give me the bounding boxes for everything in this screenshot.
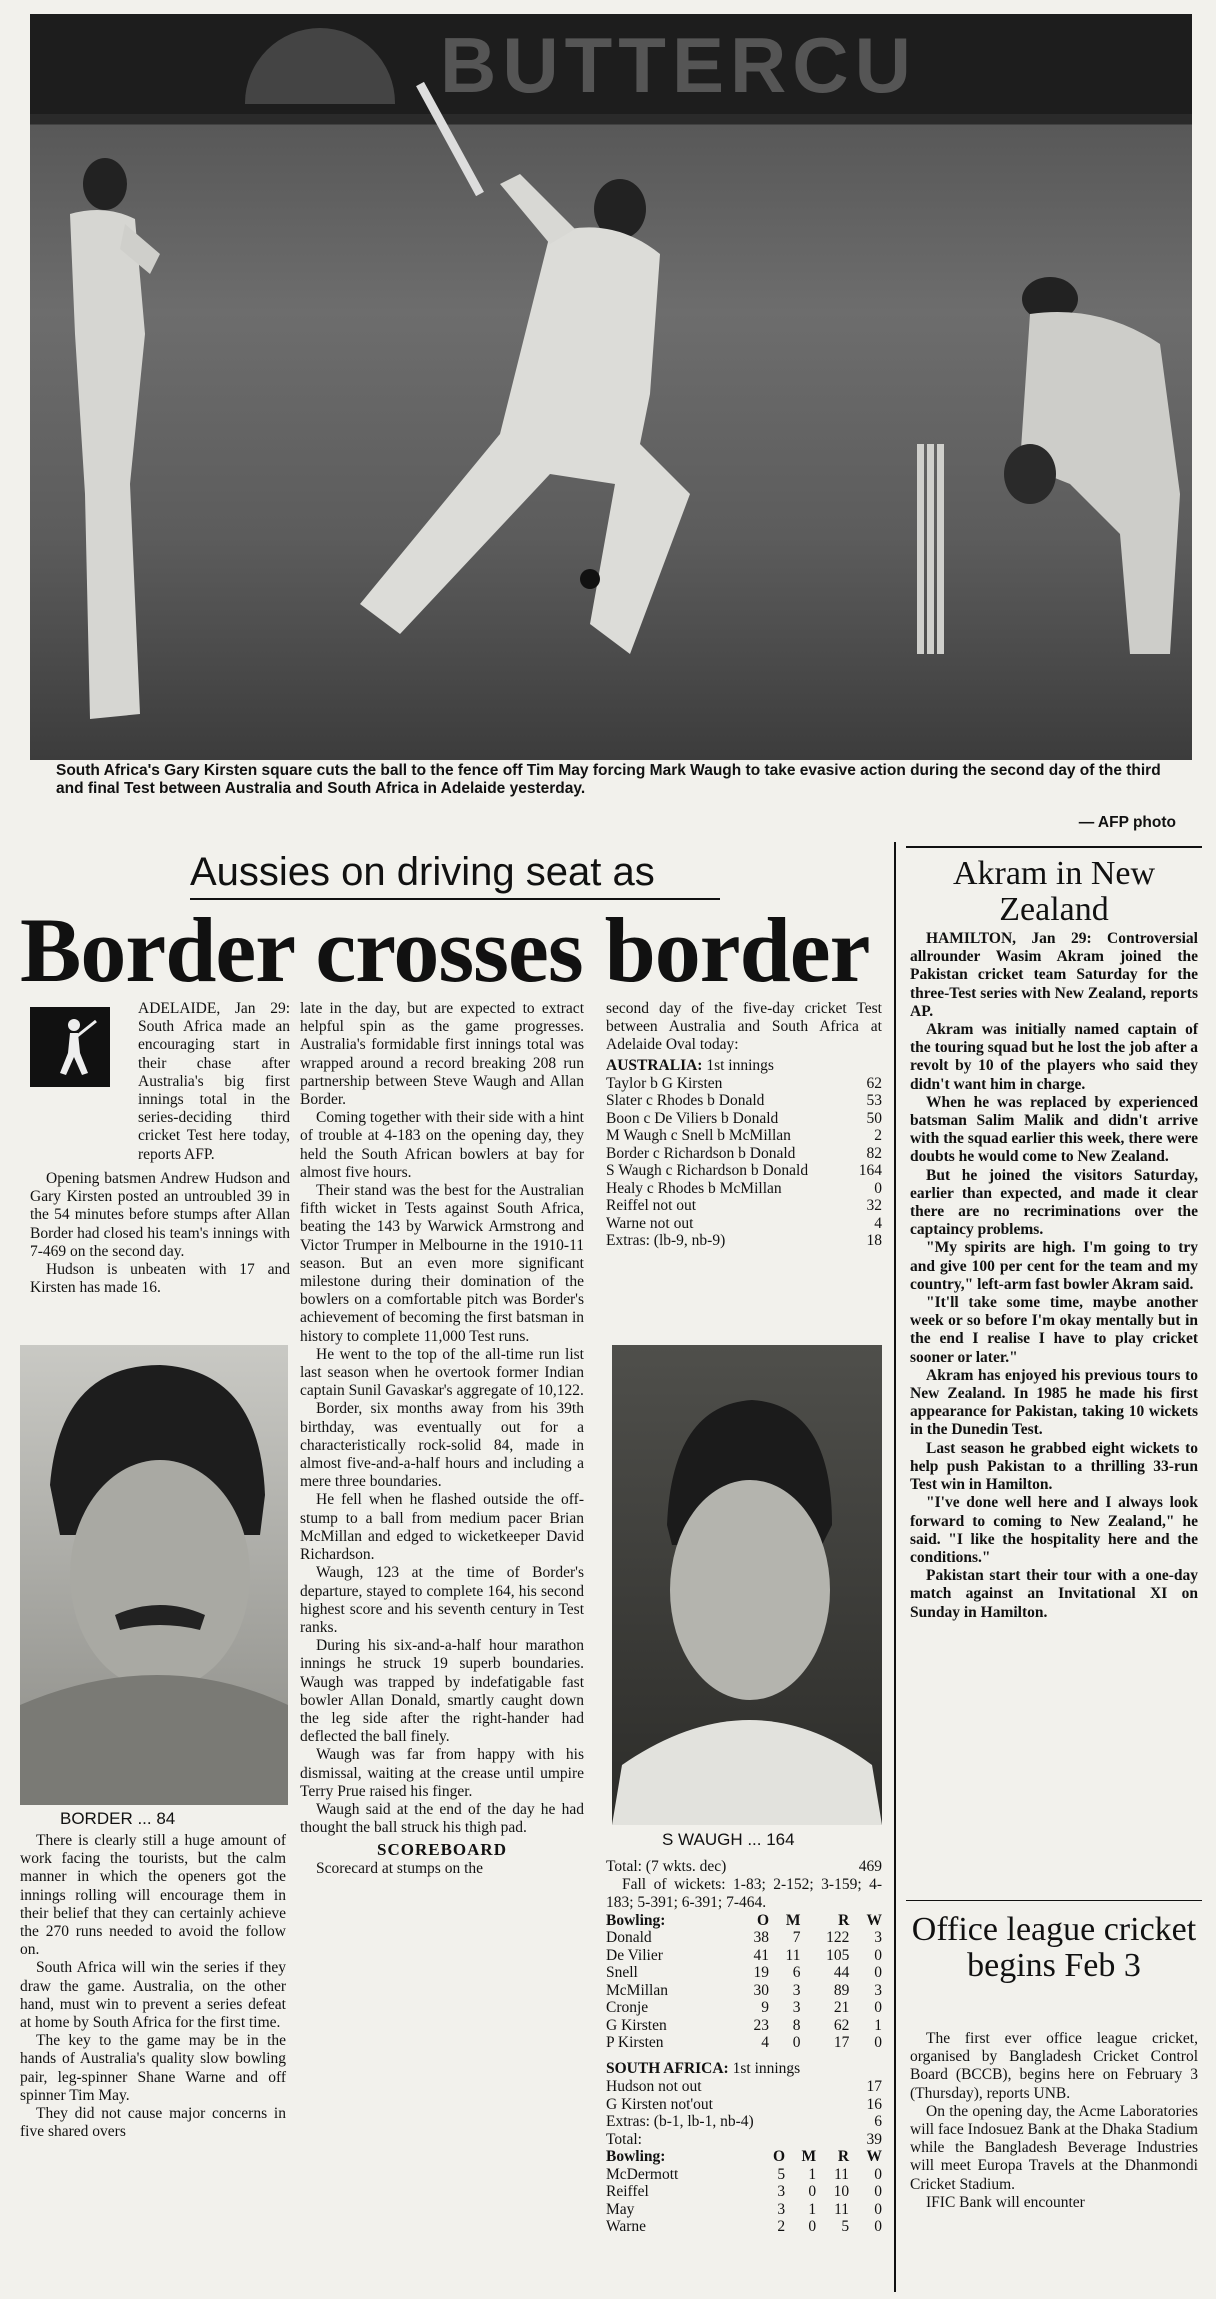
bowling-header-row: Bowling: O M R W: [606, 2148, 882, 2166]
bowling-row: McDermott 5 1 11 0: [606, 2165, 882, 2183]
article-paragraph: Coming together with their side with a hint of trouble at 4-183 on the opening day, they held the South African bowlers at bay for almost five hours.: [300, 1109, 584, 1181]
article-paragraph: IFIC Bank will encounter: [926, 2193, 1085, 2211]
article-paragraph: Akram was initially named captain of the touring squad but he lost the job after a revolt by 10 of the players who said they didn't want him in charge.: [910, 1021, 1198, 1093]
article-col1-top: [30, 1170, 290, 1297]
batting-row: Extras: (b-1, lb-1, nb-4) 6: [606, 2113, 882, 2131]
border-portrait: [20, 1345, 288, 1805]
article-paragraph: Pakistan start their tour with a one-day match against an Invitational XI on Sunday in Hamilton.: [910, 1567, 1198, 1621]
batting-row: Total: 39: [606, 2130, 882, 2148]
article-paragraph: Waugh was far from happy with his dismissal, waiting at the crease until umpire Terry Prue raised his finger.: [300, 1746, 584, 1800]
article-col1-bottom: [20, 1832, 286, 2141]
banner-text: BUTTERCU: [440, 21, 917, 109]
headline: Border crosses border: [20, 899, 870, 1001]
article-paragraph: Their stand was the best for the Australian fifth wicket in Tests against South Africa, beating the 143 by Warwick Armstrong and Victor Trumper in Melbourne in the 1910-11 season. But an even more significant milestone during their domination of the bowlers on a comfortable pitch was Border's achievement of becoming the first batsman in history to complete 11,000 Test runs.: [300, 1182, 584, 1345]
sa-innings-heading: SOUTH AFRICA: 1st innings: [606, 2059, 801, 2077]
sidebar-divider: [906, 1900, 1202, 1901]
photo-credit: — AFP photo: [1078, 814, 1176, 831]
article-paragraph: They did not cause major concerns in five shared overs: [20, 2105, 286, 2141]
aus-batting-table: [606, 1075, 882, 1250]
scorecard-top: [606, 1000, 882, 1250]
batsman-icon: [30, 1007, 110, 1087]
bowling-row: De Vilier 41 11 105 0: [606, 1946, 882, 1964]
aus-bowling-table: [606, 1912, 882, 2052]
batting-row: Hudson not out 17: [606, 2078, 882, 2096]
article-paragraph: Scorecard at stumps on the: [316, 1859, 484, 1877]
article-paragraph: "It'll take some time, maybe another week or so before I'm okay mentally but in the end I realise I have to play cricket sooner or later.": [910, 1294, 1198, 1366]
bowling-row: Snell 19 6 44 0: [606, 1964, 882, 1982]
sa-bowling-table: [606, 2148, 882, 2236]
batting-row: Boon c De Viliers b Donald 50: [606, 1109, 882, 1127]
article-paragraph: He went to the top of the all-time run list last season when he overtook former Indian captain Sunil Gavaskar's aggregate of 10,122.: [300, 1345, 584, 1400]
waugh-photo-caption: S WAUGH ... 164: [662, 1830, 795, 1849]
sidebar-top-rule: [906, 846, 1202, 848]
border-photo-caption: BORDER ... 84: [60, 1809, 176, 1828]
article-paragraph: Border, six months away from his 39th birthday, was eventually out for a characteristically rock-solid 84, made in almost five-and-a-half hours and including a mere three boundaries.: [300, 1400, 584, 1491]
waugh-portrait: [612, 1345, 882, 1825]
article-paragraph: There is clearly still a huge amount of work facing the tourists, but the calm manner in which the openers got the innings rolling will encourage them in their belief that they can certainly achieve the 270 runs needed to avoid the follow on.: [20, 1832, 286, 1959]
article-paragraph: "My spirits are high. I'm going to try and give 100 per cent for the team and my country," left-arm fast bowler Akram said.: [910, 1239, 1198, 1293]
batting-row: G Kirsten not'out 16: [606, 2095, 882, 2113]
article-paragraph: But he joined the visitors Saturday, earlier than expected, and made it clear there are no recriminations over the captaincy problems.: [910, 1166, 1198, 1239]
sidebar2-article: [910, 2030, 1198, 2212]
batting-row: S Waugh c Richardson b Donald 164: [606, 1162, 882, 1180]
scorecard-bottom: [606, 1858, 882, 2236]
photo-caption: South Africa's Gary Kirsten square cuts the ball to the fence off Tim May forcing Mark Waugh to take evasive action during the second day of the third and final Test between Australia and South Africa in Adelaide yesterday.: [56, 762, 1161, 797]
article-paragraph: "I've done well here and I always look forward to coming to New Zealand," he said. "I like the hospitality here and the conditions.": [910, 1494, 1198, 1566]
article-paragraph: South Africa will win the series if they draw the game. Australia, on the other hand, must win to prevent a series defeat at home by South Africa for the first time.: [20, 1959, 286, 2032]
bowling-row: Cronje 9 3 21 0: [606, 1999, 882, 2017]
article-paragraph: On the opening day, the Acme Laboratories will face Indosuez Bank at the Dhaka Stadium while the Bangladesh Beverage Industries will meet Europa Travels at the Dhanmondi Cricket Stadium.: [910, 2102, 1198, 2193]
aus-innings-heading: AUSTRALIA: 1st innings: [606, 1056, 774, 1074]
photo-figures: [30, 14, 1192, 760]
scorecard-intro: second day of the five-day cricket Test between Australia and South Africa at Adelaide Oval today:: [606, 1000, 882, 1054]
batting-row: Warne not out 4: [606, 1214, 882, 1232]
fall-of-wickets: Fall of wickets: 1-83; 2-152; 3-159; 4-183; 5-391; 6-391; 7-464.: [606, 1875, 882, 1911]
scoreboard-heading: SCOREBOARD: [377, 1840, 507, 1860]
article-lead-narrow: [138, 1000, 290, 1164]
article-paragraph: HAMILTON, Jan 29: Controversial allrounder Wasim Akram joined the Pakistan cricket team Saturday for the three-Test series with New Zealand, reports AP.: [910, 930, 1198, 1020]
article-paragraph: ADELAIDE, Jan 29: South Africa made an encouraging start in their chase after Australia's big first innings total in the series-deciding third cricket Test here today, reports AFP.: [138, 1000, 290, 1163]
article-paragraph: During his six-and-a-half hour marathon innings he struck 19 superb boundaries. Waugh was trapped by indefatigable fast bowler Allan Donald, smartly caught down the leg side after the right-hander had deflected the ball finely.: [300, 1637, 584, 1746]
bowling-row: McMillan 30 3 89 3: [606, 1981, 882, 1999]
batting-row: Extras: (lb-9, nb-9) 18: [606, 1232, 882, 1250]
kicker: Aussies on driving seat as: [190, 850, 655, 894]
bowling-row: May 3 1 11 0: [606, 2200, 882, 2218]
article-paragraph: The first ever office league cricket, organised by Bangladesh Cricket Control Board (BCCB), begins here on February 3 (Thursday), reports UNB.: [910, 2030, 1198, 2102]
article-paragraph: late in the day, but are expected to extract helpful spin as the game progresses. Australia's formidable first innings total was wrapped around a record breaking 208 run partnership between Steve Waugh and Allan Border.: [300, 1000, 584, 1109]
article-paragraph: He fell when he flashed outside the off-stump to a ball from medium pacer Brian McMillan and edged to wicketkeeper David Richardson.: [300, 1491, 584, 1564]
match-photo: [30, 14, 1192, 760]
column-divider: [894, 842, 896, 2292]
batting-row: Taylor b G Kirsten 62: [606, 1074, 882, 1092]
article-col2: [300, 1000, 584, 1878]
article-paragraph: Hudson is unbeaten with 17 and Kirsten has made 16.: [30, 1261, 290, 1297]
article-paragraph: When he was replaced by experienced batsman Salim Malik and didn't arrive with the squad earlier this week, there were doubts he would come to New Zealand.: [910, 1093, 1198, 1166]
bowling-row: G Kirsten 23 8 62 1: [606, 2016, 882, 2034]
bowling-row: Reiffel 3 0 10 0: [606, 2183, 882, 2201]
article-paragraph: Waugh said at the end of the day he had thought the ball struck his thigh pad.: [300, 1800, 584, 1837]
bowling-row: Warne 2 0 5 0: [606, 2218, 882, 2236]
batting-row: Border c Richardson b Donald 82: [606, 1144, 882, 1162]
article-paragraph: Opening batsmen Andrew Hudson and Gary Kirsten posted an untroubled 39 in the 54 minutes before stumps after Allan Border had closed his team's innings with 7-469 on the second day.: [30, 1170, 290, 1260]
article-paragraph: Akram has enjoyed his previous tours to New Zealand. In 1985 he made his first appearance for Pakistan, taking 10 wickets in the Dunedin Test.: [910, 1366, 1198, 1439]
bowling-row: P Kirsten 4 0 17 0: [606, 2034, 882, 2052]
batting-row: Slater c Rhodes b Donald 53: [606, 1092, 882, 1110]
batting-row: M Waugh c Snell b McMillan 2: [606, 1127, 882, 1145]
bowling-row: Donald 38 7 122 3: [606, 1929, 882, 1947]
sidebar2-headline: Office league cricket begins Feb 3: [911, 1911, 1197, 1984]
sidebar-headline: Akram in New Zealand: [952, 855, 1156, 928]
batting-row: Healy c Rhodes b McMillan 0: [606, 1179, 882, 1197]
article-paragraph: Waugh, 123 at the time of Border's departure, stayed to complete 164, his second highest score and his seventh century in Test ranks.: [300, 1564, 584, 1636]
sidebar-article: [910, 930, 1198, 1622]
batting-row: Reiffel not out 32: [606, 1197, 882, 1215]
bowling-header-row: Bowling: O M R W: [606, 1911, 882, 1929]
article-paragraph: Last season he grabbed eight wickets to help push Pakistan to a thrilling 33-run Test win in Hamilton.: [910, 1439, 1198, 1494]
aus-total-row: Total: (7 wkts. dec) 469: [606, 1858, 882, 1875]
sa-batting-table: [606, 2078, 882, 2148]
article-paragraph: The key to the game may be in the hands of Australia's quality slow bowling pair, leg-spinner Shane Warne and off spinner Tim May.: [20, 2032, 286, 2104]
